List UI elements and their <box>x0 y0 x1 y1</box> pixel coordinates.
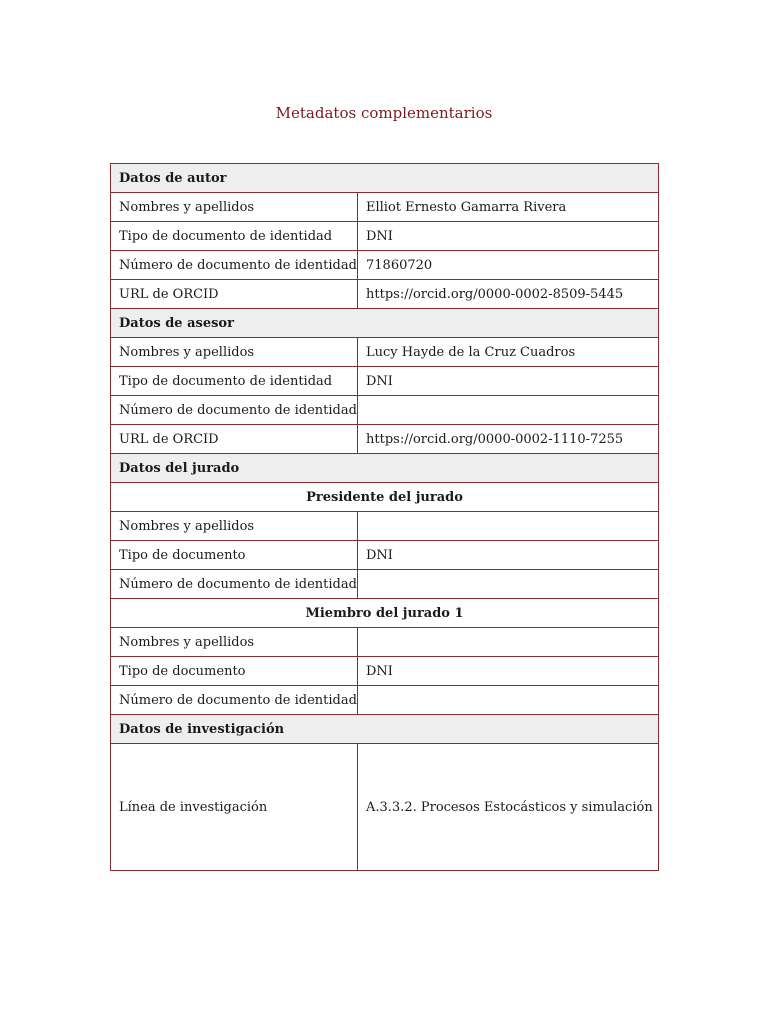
field-value <box>358 512 659 541</box>
field-label: Línea de investigación <box>111 744 358 871</box>
field-label: Nombres y apellidos <box>111 628 358 657</box>
field-label: Tipo de documento de identidad <box>111 367 358 396</box>
subheader-member-1 <box>111 599 659 628</box>
table-row <box>111 512 659 541</box>
table-row <box>111 657 659 686</box>
table-row <box>111 338 659 367</box>
metadata-table <box>110 163 659 871</box>
section-title: Datos de asesor <box>111 309 659 338</box>
table-row <box>111 222 659 251</box>
field-value: DNI <box>358 657 659 686</box>
section-title: Datos del jurado <box>111 454 659 483</box>
field-value <box>358 628 659 657</box>
field-value: A.3.3.2. Procesos Estocásticos y simulación <box>358 744 659 871</box>
field-label: Número de documento de identidad <box>111 396 358 425</box>
field-value: Lucy Hayde de la Cruz Cuadros <box>358 338 659 367</box>
table-row <box>111 686 659 715</box>
field-label: Nombres y apellidos <box>111 338 358 367</box>
section-title: Datos de investigación <box>111 715 659 744</box>
field-label: Número de documento de identidad <box>111 251 358 280</box>
table-row <box>111 396 659 425</box>
table-row <box>111 251 659 280</box>
table-row <box>111 570 659 599</box>
field-value <box>358 396 659 425</box>
section-header-research <box>111 715 659 744</box>
section-header-advisor <box>111 309 659 338</box>
field-label: URL de ORCID <box>111 425 358 454</box>
table-row <box>111 744 659 871</box>
field-value: Elliot Ernesto Gamarra Rivera <box>358 193 659 222</box>
table-row <box>111 541 659 570</box>
table-row <box>111 628 659 657</box>
field-label: Tipo de documento <box>111 541 358 570</box>
field-label: Tipo de documento de identidad <box>111 222 358 251</box>
section-title: Datos de autor <box>111 164 659 193</box>
field-value <box>358 686 659 715</box>
field-value: DNI <box>358 541 659 570</box>
orcid-link[interactable]: https://orcid.org/0000-0002-1110-7255 <box>358 425 659 454</box>
field-value <box>358 570 659 599</box>
subheader-president <box>111 483 659 512</box>
section-header-jury <box>111 454 659 483</box>
field-value: DNI <box>358 367 659 396</box>
orcid-link[interactable]: https://orcid.org/0000-0002-8509-5445 <box>358 280 659 309</box>
field-value: DNI <box>358 222 659 251</box>
field-label: Tipo de documento <box>111 657 358 686</box>
field-label: Número de documento de identidad <box>111 686 358 715</box>
subsection-title: Miembro del jurado 1 <box>111 599 659 628</box>
field-label: Número de documento de identidad <box>111 570 358 599</box>
section-header-author <box>111 164 659 193</box>
field-label: Nombres y apellidos <box>111 512 358 541</box>
table-row <box>111 425 659 454</box>
page-title: Metadatos complementarios <box>275 104 493 122</box>
subsection-title: Presidente del jurado <box>111 483 659 512</box>
field-label: URL de ORCID <box>111 280 358 309</box>
table-row <box>111 280 659 309</box>
table-row <box>111 367 659 396</box>
field-value: 71860720 <box>358 251 659 280</box>
table-row <box>111 193 659 222</box>
field-label: Nombres y apellidos <box>111 193 358 222</box>
